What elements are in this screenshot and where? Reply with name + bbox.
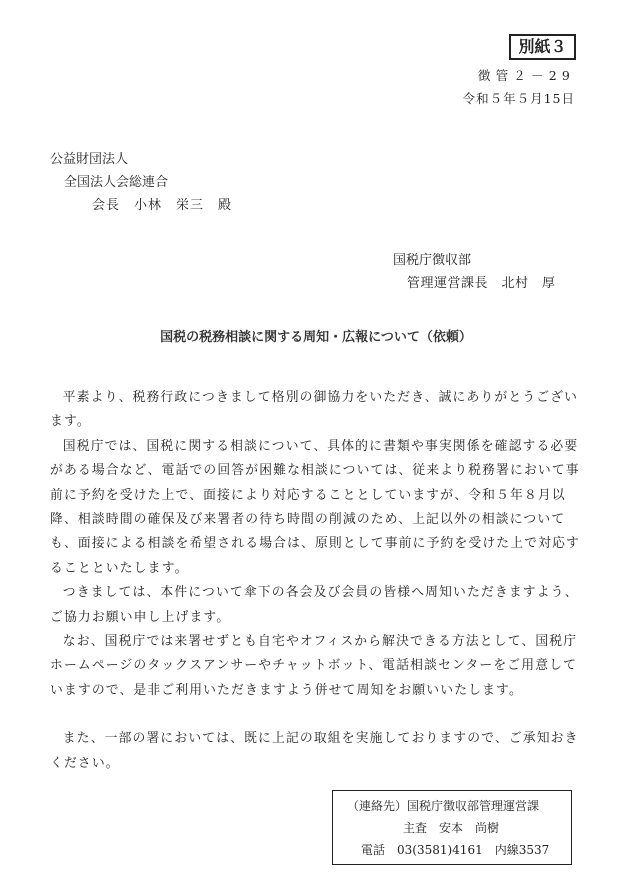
- contact-phone: 電話 03(3581)4161 内線3537: [361, 843, 550, 857]
- sender-person: 管理運営課長 北村 厚: [407, 276, 556, 291]
- contact-box: [332, 790, 572, 865]
- paragraph-note: また、一部の署においては、既に上記の取組を実施しておりますので、ご承知おきください。: [50, 731, 579, 771]
- paragraph-consultation-policy: 国税庁では、国税に関する相談について、具体的に書類や事実関係を確認する必要がある場合など、電話での回答が困難な相談については、従来より税務署において事前に予約を受けた上で、面接により対応することとしていますが、令和５年８月以降、相談時間の確保及び来署者の待ち時間の削減のため、上記以外の相談についても、面接による相談を希望される場合は、原則として事前に予約を受けた上で対応することといたします。: [50, 438, 580, 576]
- recipient-org-name: 全国法人会総連合: [64, 175, 169, 190]
- document-number: 徴管２－29: [477, 68, 575, 83]
- paragraph-request: つきましては、本件について傘下の各会及び会員の皆様へ周知いただきますよう、ご協力お願い申し上げます。: [50, 585, 579, 625]
- paragraph-greeting: 平素より、税務行政につきまして格別の御協力をいただき、誠にありがとうございます。: [50, 390, 579, 430]
- contact-label: （連絡先）国税庁徴収部管理運営課: [347, 799, 540, 813]
- sender-dept: 国税庁徴収部: [393, 253, 472, 268]
- recipient-org-type: 公益財団法人: [50, 152, 129, 167]
- document-title: 国税の税務相談に関する周知・広報について（依頼）: [160, 330, 472, 345]
- recipient-person: 会長 小林 栄三 殿: [92, 198, 233, 213]
- contact-person: 主査 安本 尚樹: [403, 821, 500, 835]
- annex-label: 別紙３: [509, 34, 576, 60]
- paragraph-online-services: なお、国税庁では来署せずとも自宅やオフィスから解決できる方法として、国税庁ホームページのタックスアンサーやチャットボット、電話相談センターをご用意していますので、是非ご利用いただきますよう併せて周知をお願いいたします。: [50, 634, 578, 698]
- document-date: 令和５年５月15日: [462, 91, 575, 106]
- document-body: [50, 386, 590, 776]
